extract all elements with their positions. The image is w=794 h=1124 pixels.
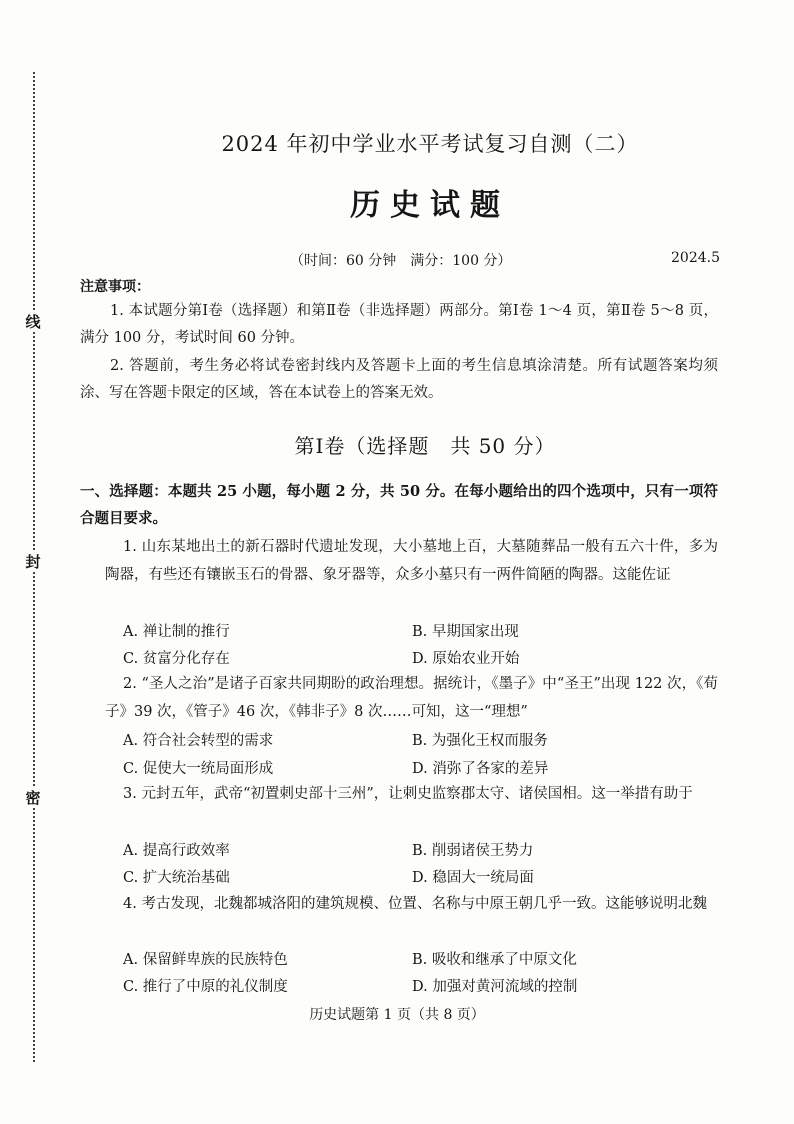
part-heading: 一、选择题：本题共 25 小题，每小题 2 分，共 50 分。在每小题给出的四个选项中，只有一项符合题目要求。 [80, 483, 718, 527]
page-footer: 历史试题第 1 页（共 8 页） [309, 1007, 485, 1023]
binding-mark-feng: 封 [22, 552, 44, 572]
question-1-option-b[interactable]: B. 早期国家出现 [412, 624, 519, 640]
notes-heading: 注意事项： [80, 279, 150, 295]
question-4-option-a[interactable]: A. 保留鲜卑族的民族特色 [123, 952, 288, 968]
question-4-option-d[interactable]: D. 加强对黄河流域的控制 [412, 979, 578, 995]
question-2-stem: 2. “圣人之治”是诸子百家共同期盼的政治理想。据统计，《墨子》中“圣王”出现 122 次，《荀子》39 次，《管子》46 次，《韩非子》8 次……可知，这一“理想” [105, 676, 718, 720]
question-4-option-c[interactable]: C. 推行了中原的礼仪制度 [123, 979, 288, 995]
exam-title: 2024 年初中学业水平考试复习自测（二） [221, 132, 639, 156]
question-3-option-d[interactable]: D. 稳固大一统局面 [412, 870, 534, 886]
question-3-option-c[interactable]: C. 扩大统治基础 [123, 870, 230, 886]
note-item-1: 1. 本试题分第Ⅰ卷（选择题）和第Ⅱ卷（非选择题）两部分。第Ⅰ卷 1～4 页，第Ⅱ卷 5～8 页，满分 100 分，考试时间 60 分钟。 [80, 303, 718, 346]
binding-mark-mi: 密 [22, 788, 44, 808]
question-2-option-b[interactable]: B. 为强化王权而服务 [412, 733, 548, 749]
time-info: （时间：60 分钟 满分：100 分） [290, 253, 512, 269]
question-3-option-b[interactable]: B. 削弱诸侯王势力 [412, 843, 534, 859]
question-1-option-d[interactable]: D. 原始农业开始 [412, 651, 520, 667]
binding-mark-xian: 线 [22, 312, 44, 332]
question-2-option-d[interactable]: D. 消弥了各家的差异 [412, 761, 549, 777]
question-3-stem: 3. 元封五年，武帝“初置刺史部十三州”，让刺史监察郡太守、诸侯国相。这一举措有助于 [123, 786, 693, 802]
section-title: 第Ⅰ卷（选择题 共 50 分） [294, 434, 556, 458]
question-3-option-a[interactable]: A. 提高行政效率 [123, 843, 230, 859]
note-item-2: 2. 答题前，考生务必将试卷密封线内及答题卡上面的考生信息填涂清楚。所有试题答案均须涂、写在答题卡限定的区域，答在本试卷上的答案无效。 [80, 358, 718, 401]
question-1-option-c[interactable]: C. 贫富分化存在 [123, 651, 230, 667]
question-4-option-b[interactable]: B. 吸收和继承了中原文化 [412, 952, 577, 968]
subject-title: 历史试题 [350, 188, 510, 223]
question-1-option-a[interactable]: A. 禅让制的推行 [123, 624, 230, 640]
question-2-option-c[interactable]: C. 促使大一统局面形成 [123, 761, 274, 777]
question-1-stem: 1. 山东某地出土的新石器时代遗址发现，大小墓地上百，大墓随葬品一般有五六十件，多为陶器，有些还有镶嵌玉石的骨器、象牙器等，众多小墓只有一两件简陋的陶器。这能佐证 [105, 539, 718, 583]
question-4-stem: 4. 考古发现，北魏都城洛阳的建筑规模、位置、名称与中原王朝几乎一致。这能够说明北魏 [123, 896, 707, 912]
exam-date: 2024.5 [671, 250, 720, 266]
question-2-option-a[interactable]: A. 符合社会转型的需求 [123, 733, 274, 749]
